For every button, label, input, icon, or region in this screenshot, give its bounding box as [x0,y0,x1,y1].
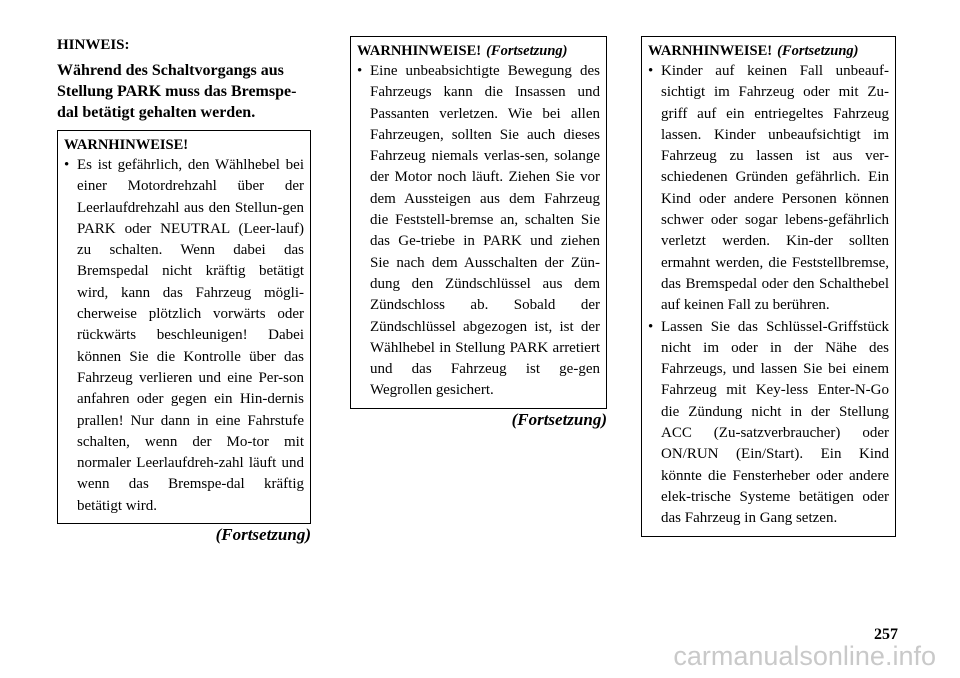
page-number: 257 [874,626,898,643]
column-3 [641,36,896,537]
warning-item [648,317,889,530]
notice-heading: HINWEIS: [57,37,130,53]
warning-title-text: WARNHINWEISE! [357,43,482,59]
warning-box-title [648,41,889,61]
warning-box-3 [641,36,896,537]
warning-list [648,61,889,530]
watermark: carmanualsonline.info [673,641,936,671]
warning-title-text: WARNHINWEISE! [64,137,189,153]
warning-item [64,155,304,517]
warning-item [648,61,889,317]
warning-box-2 [350,36,607,409]
warning-item-text: Lassen Sie das Schlüssel-Griffstück nicht im oder in der Nähe des Fahrzeugs, und lassen Sie bei einem Fahrzeug mit Key-less Enter-N-Go die Zündung nicht in der Stellung ACC (Zu-satzverbraucher) oder ON/RUN (Ein/Start). Ein Kind könnte die Fensterheber oder andere elek-trische Systeme betätigen oder das Fahrzeug in Gang setzen. [661,318,889,527]
warning-title-text: WARNHINWEISE! [648,43,773,59]
warning-box-title [64,135,304,155]
bullet-icon: • [357,63,363,79]
warning-item [357,61,600,402]
column-2 [350,36,607,430]
warning-item-text: Eine unbeabsichtigte Bewegung des Fahrzeugs kann die Insassen und Passanten verletzen. Wie bei allen Fahrzeugen, sollten Sie auch dieses Fahrzeug niemals verlas-sen, solange der Motor noch läuft. Ziehen Sie vor dem Aussteigen aus dem Fahrzeug die Feststell-bremse an, schalten Sie das Ge-triebe in PARK und ziehen Sie nach dem Ausschalten der Zün-dung den Zündschlüssel aus dem Zündschloss ab. Sobald der Zündschlüssel abgezogen ist, ist der Wählhebel in Stellung PARK arretiert und das Fahrzeug ist ge-gen Wegrollen gesichert. [370,63,600,399]
warning-title-continued: (Fortsetzung) [777,43,859,59]
bullet-icon: • [648,63,654,79]
warning-list [64,155,304,517]
continued-label: (Fortsetzung) [511,409,607,429]
bullet-icon: • [64,157,70,173]
warning-list [357,61,600,402]
column-1 [57,36,311,545]
warning-box-1 [57,130,311,524]
notice-text: Während des Schaltvorgangs aus Stellung PARK muss das Bremspe-dal betätigt gehalten werden. [57,62,297,121]
continued-label: (Fortsetzung) [215,525,311,545]
warning-title-continued: (Fortsetzung) [486,43,568,59]
warning-item-text: Kinder auf keinen Fall unbeauf-sichtigt im Fahrzeug oder mit Zu-griff auf ein entriegeltes Fahrzeug lassen. Kinder unbeaufsichtigt im Fahrzeug zu lassen ist aus ver-schiedenen Gründen gefährlich. Ein Kind oder andere Personen können schwer oder sogar lebens-gefährlich verletzt werden. Kin-der sollten ermahnt werden, die Feststellbremse, das Bremspedal oder den Schalthebel auf keinen Fall zu berühren. [661,63,889,314]
warning-box-title [357,41,600,61]
bullet-icon: • [648,318,654,335]
warning-item-text: Es ist gefährlich, den Wählhebel bei einer Motordrehzahl über der Leerlaufdrehzahl aus den Stellun-gen PARK oder NEUTRAL (Leer-lauf) zu schalten. Wenn dabei das Bremspedal nicht kräftig betätigt wird, kann das Fahrzeug mögli-cherweise plötzlich vorwärts oder rückwärts beschleunigen! Dabei können Sie die Kontrolle über das Fahrzeug verlieren und eine Per-son anfahren oder gegen ein Hin-dernis prallen! Nur dann in eine Fahrstufe schalten, wenn der Mo-tor mit normaler Leerlaufdreh-zahl läuft und wenn das Bremspe-dal kräftig betätigt wird. [77,157,304,514]
